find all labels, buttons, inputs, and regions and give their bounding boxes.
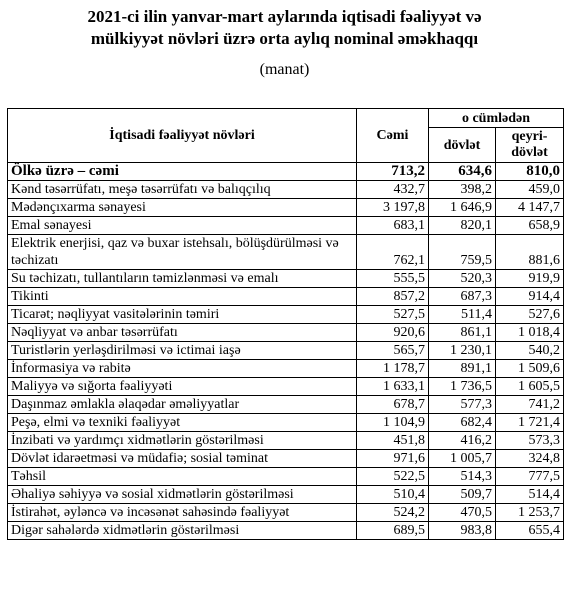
- total-value-cell: 762,1: [357, 235, 429, 270]
- table-row: [8, 360, 564, 378]
- nonstate-value-cell: 655,4: [496, 522, 564, 540]
- activity-name-cell: Peşə, elmi və texniki fəaliyyət: [8, 414, 357, 432]
- activity-name-cell: İnzibati və yardımçı xidmətlərin göstərilməsi: [8, 432, 357, 450]
- nonstate-value-cell: 810,0: [496, 163, 564, 181]
- nonstate-value-cell: 4 147,7: [496, 199, 564, 217]
- total-value-cell: 1 178,7: [357, 360, 429, 378]
- document-title: [0, 6, 569, 50]
- header-nonstate: qeyri-dövlət: [496, 128, 564, 163]
- activity-name-cell: Ölkə üzrə – cəmi: [8, 163, 357, 181]
- activity-name-cell: Mədənçıxarma sənayesi: [8, 199, 357, 217]
- activity-name-cell: Tikinti: [8, 288, 357, 306]
- table-row: [8, 378, 564, 396]
- table-row: [8, 324, 564, 342]
- activity-name-cell: Təhsil: [8, 468, 357, 486]
- total-value-cell: 1 633,1: [357, 378, 429, 396]
- nonstate-value-cell: 914,4: [496, 288, 564, 306]
- table-row: [8, 450, 564, 468]
- state-value-cell: 687,3: [429, 288, 496, 306]
- total-value-cell: 3 197,8: [357, 199, 429, 217]
- total-value-cell: 432,7: [357, 181, 429, 199]
- state-value-cell: 1 005,7: [429, 450, 496, 468]
- state-value-cell: 577,3: [429, 396, 496, 414]
- total-value-cell: 522,5: [357, 468, 429, 486]
- table-row: [8, 270, 564, 288]
- table-row: [8, 199, 564, 217]
- total-value-cell: 689,5: [357, 522, 429, 540]
- table-row: [8, 486, 564, 504]
- activity-name-cell: İnformasiya və rabitə: [8, 360, 357, 378]
- state-value-cell: 1 736,5: [429, 378, 496, 396]
- nonstate-value-cell: 741,2: [496, 396, 564, 414]
- table-row: [8, 342, 564, 360]
- nonstate-value-cell: 573,3: [496, 432, 564, 450]
- table-row: [8, 181, 564, 199]
- total-value-cell: 683,1: [357, 217, 429, 235]
- wage-table: [7, 108, 564, 540]
- total-value-cell: 678,7: [357, 396, 429, 414]
- activity-name-cell: Dövlət idarəetməsi və müdafiə; sosial təminat: [8, 450, 357, 468]
- nonstate-value-cell: 881,6: [496, 235, 564, 270]
- activity-name-cell: Daşınmaz əmlakla əlaqədar əməliyyatlar: [8, 396, 357, 414]
- state-value-cell: 682,4: [429, 414, 496, 432]
- header-including: o cümlədən: [429, 109, 564, 128]
- table-row: [8, 217, 564, 235]
- nonstate-value-cell: 514,4: [496, 486, 564, 504]
- nonstate-value-cell: 1 605,5: [496, 378, 564, 396]
- table-row: [8, 396, 564, 414]
- table-row: [8, 468, 564, 486]
- header-state: dövlət: [429, 128, 496, 163]
- total-value-cell: 527,5: [357, 306, 429, 324]
- activity-name-cell: Əhaliyə səhiyyə və sosial xidmətlərin göstərilməsi: [8, 486, 357, 504]
- total-value-cell: 971,6: [357, 450, 429, 468]
- state-value-cell: 520,3: [429, 270, 496, 288]
- table-row-total: [8, 163, 564, 181]
- nonstate-value-cell: 658,9: [496, 217, 564, 235]
- state-value-cell: 634,6: [429, 163, 496, 181]
- state-value-cell: 1 230,1: [429, 342, 496, 360]
- nonstate-value-cell: 919,9: [496, 270, 564, 288]
- state-value-cell: 509,7: [429, 486, 496, 504]
- nonstate-value-cell: 1 253,7: [496, 504, 564, 522]
- total-value-cell: 451,8: [357, 432, 429, 450]
- total-value-cell: 857,2: [357, 288, 429, 306]
- total-value-cell: 920,6: [357, 324, 429, 342]
- state-value-cell: 514,3: [429, 468, 496, 486]
- total-value-cell: 565,7: [357, 342, 429, 360]
- nonstate-value-cell: 324,8: [496, 450, 564, 468]
- activity-name-cell: Maliyyə və sığorta fəaliyyəti: [8, 378, 357, 396]
- unit-subtitle: (manat): [259, 61, 310, 78]
- table-row: [8, 235, 564, 270]
- nonstate-value-cell: 527,6: [496, 306, 564, 324]
- activity-name-cell: Kənd təsərrüfatı, meşə təsərrüfatı və balıqçılıq: [8, 181, 357, 199]
- title-line-2: mülkiyyət növləri üzrə orta aylıq nominal əməkhaqqı: [90, 29, 479, 48]
- total-value-cell: 510,4: [357, 486, 429, 504]
- activity-name-cell: Digər sahələrdə xidmətlərin göstərilməsi: [8, 522, 357, 540]
- title-line-1: 2021-ci ilin yanvar-mart aylarında iqtisadi fəaliyyət və: [87, 7, 482, 26]
- table-row: [8, 522, 564, 540]
- state-value-cell: 861,1: [429, 324, 496, 342]
- table-row: [8, 504, 564, 522]
- activity-name-cell: Ticarət; nəqliyyat vasitələrinin təmiri: [8, 306, 357, 324]
- header-total: Cəmi: [357, 109, 429, 163]
- nonstate-value-cell: 1 018,4: [496, 324, 564, 342]
- state-value-cell: 470,5: [429, 504, 496, 522]
- table-row: [8, 306, 564, 324]
- state-value-cell: 398,2: [429, 181, 496, 199]
- activity-name-cell: Nəqliyyat və anbar təsərrüfatı: [8, 324, 357, 342]
- activity-name-cell: İstirahət, əyləncə və incəsənət sahəsində fəaliyyət: [8, 504, 357, 522]
- state-value-cell: 511,4: [429, 306, 496, 324]
- activity-name-cell: Su təchizatı, tullantıların təmizlənməsi və emalı: [8, 270, 357, 288]
- total-value-cell: 1 104,9: [357, 414, 429, 432]
- table-body: [8, 163, 564, 540]
- table-row: [8, 414, 564, 432]
- table-row: [8, 432, 564, 450]
- nonstate-value-cell: 777,5: [496, 468, 564, 486]
- total-value-cell: 555,5: [357, 270, 429, 288]
- nonstate-value-cell: 1 509,6: [496, 360, 564, 378]
- state-value-cell: 759,5: [429, 235, 496, 270]
- activity-name-cell: Turistlərin yerləşdirilməsi və ictimai iaşə: [8, 342, 357, 360]
- total-value-cell: 524,2: [357, 504, 429, 522]
- state-value-cell: 1 646,9: [429, 199, 496, 217]
- state-value-cell: 983,8: [429, 522, 496, 540]
- nonstate-value-cell: 1 721,4: [496, 414, 564, 432]
- nonstate-value-cell: 540,2: [496, 342, 564, 360]
- header-activity: İqtisadi fəaliyyət növləri: [8, 109, 357, 163]
- table-row: [8, 288, 564, 306]
- nonstate-value-cell: 459,0: [496, 181, 564, 199]
- activity-name-cell: Elektrik enerjisi, qaz və buxar istehsalı, bölüşdürülməsi və təchizatı: [8, 235, 357, 270]
- state-value-cell: 891,1: [429, 360, 496, 378]
- activity-name-cell: Emal sənayesi: [8, 217, 357, 235]
- state-value-cell: 416,2: [429, 432, 496, 450]
- total-value-cell: 713,2: [357, 163, 429, 181]
- state-value-cell: 820,1: [429, 217, 496, 235]
